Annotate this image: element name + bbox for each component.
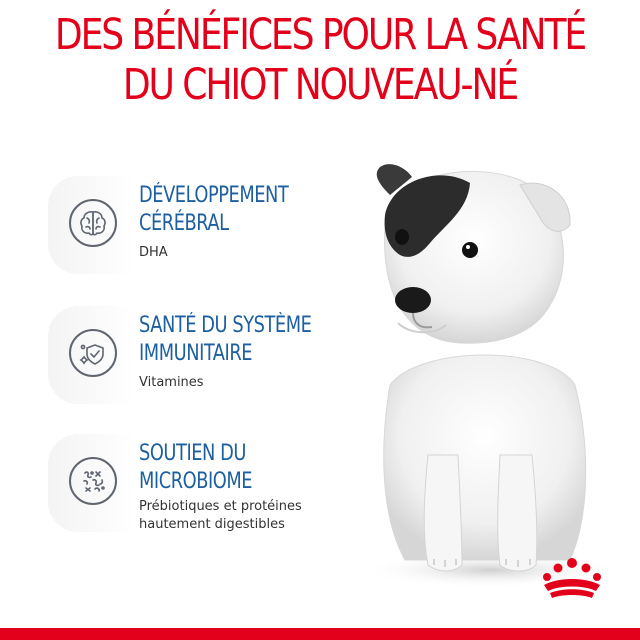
benefit-subtext-line: hautement digestibles bbox=[139, 517, 285, 532]
benefit-microbiome bbox=[48, 434, 378, 544]
benefit-heading-line: SOUTIEN DU bbox=[139, 441, 247, 466]
benefit-heading-line: CÉRÉBRAL bbox=[139, 211, 229, 236]
benefit-subtext-line: Prébiotiques et protéines bbox=[139, 499, 302, 514]
benefit-subtext bbox=[139, 374, 369, 392]
royal-crown-logo bbox=[540, 555, 604, 605]
benefit-subtext bbox=[139, 498, 369, 534]
immune-shield-icon bbox=[69, 329, 117, 377]
benefit-heading-line: SANTÉ DU SYSTÈME bbox=[139, 313, 312, 338]
brain-icon bbox=[69, 199, 117, 247]
benefit-subtext bbox=[139, 244, 369, 262]
benefit-subtext-line: DHA bbox=[139, 245, 168, 260]
title-line-1: DES BÉNÉFICES POUR LA SANTÉ bbox=[54, 10, 586, 60]
benefit-heading-line: DÉVELOPPEMENT bbox=[139, 183, 289, 208]
benefit-brain-development bbox=[48, 176, 378, 286]
page-title bbox=[51, 10, 589, 110]
benefit-subtext-line: Vitamines bbox=[139, 375, 204, 390]
microbiome-icon bbox=[69, 457, 117, 505]
benefit-immune-system bbox=[48, 306, 378, 416]
benefit-heading-line: IMMUNITAIRE bbox=[139, 341, 253, 366]
benefit-heading-line: MICROBIOME bbox=[139, 469, 253, 494]
title-line-2: DU CHIOT NOUVEAU-NÉ bbox=[122, 60, 518, 110]
bottom-brand-bar bbox=[0, 628, 640, 640]
puppy-photo bbox=[350, 155, 620, 595]
